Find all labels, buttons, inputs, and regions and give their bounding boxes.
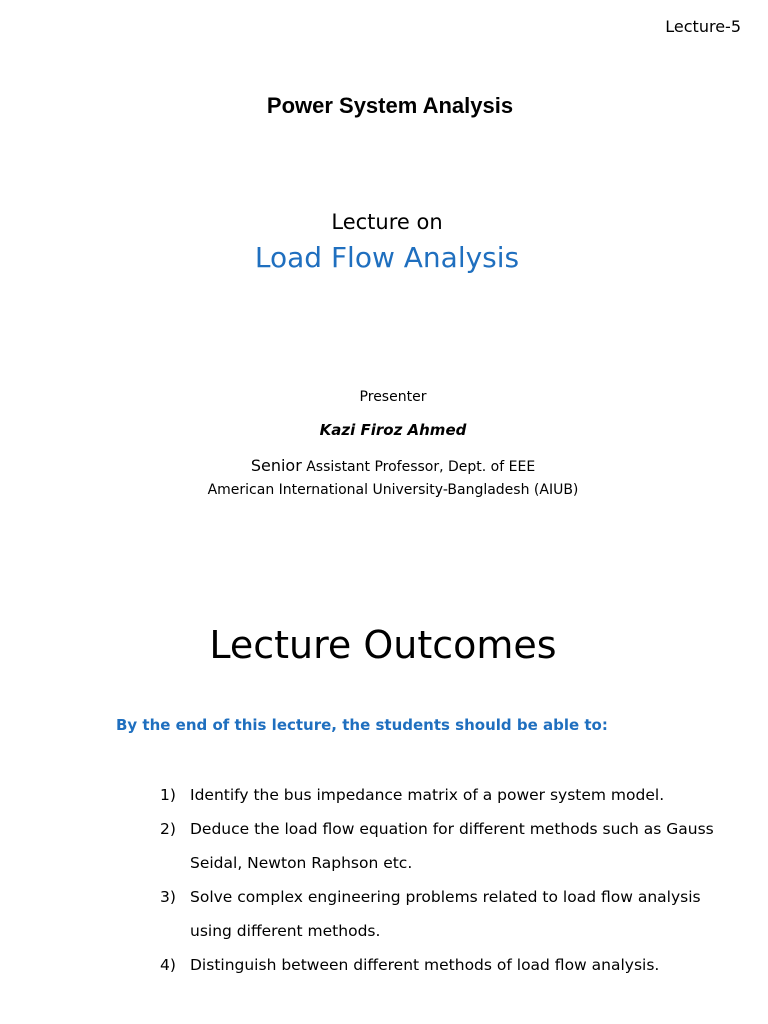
outcome-item — [160, 778, 720, 812]
outcome-text: Identify the bus impedance matrix of a power system model. — [190, 786, 665, 804]
presenter-name: Kazi Firoz Ahmed — [319, 421, 467, 439]
outcome-item — [160, 812, 720, 880]
lecture-number-label: Lecture-5 — [665, 17, 741, 36]
outcome-number: 3) — [160, 888, 176, 906]
topic-title: Load Flow Analysis — [254, 241, 520, 274]
outcome-text: Distinguish between different methods of load flow analysis. — [190, 956, 660, 974]
course-title: Power System Analysis — [266, 93, 514, 118]
lecture-on-label: Lecture on — [331, 210, 443, 234]
outcome-number: 1) — [160, 786, 176, 804]
outcome-text: Solve complex engineering problems related to load flow analysis using different methods. — [190, 888, 701, 940]
presenter-role — [0, 456, 768, 475]
presenter-label: Presenter — [359, 389, 427, 405]
presenter-organization: American International University-Bangladesh (AIUB) — [207, 482, 579, 498]
presenter-role-rest: Assistant Professor, Dept. of EEE — [301, 459, 536, 475]
outcome-text: Deduce the load flow equation for different methods such as Gauss Seidal, Newton Raphson etc. — [190, 820, 714, 872]
outcome-item — [160, 880, 720, 948]
outcome-number: 2) — [160, 820, 176, 838]
outcome-item — [160, 948, 720, 982]
outcomes-intro: By the end of this lecture, the students should be able to: — [116, 716, 608, 734]
outcomes-list — [160, 778, 720, 982]
outcome-number: 4) — [160, 956, 176, 974]
outcomes-heading: Lecture Outcomes — [209, 623, 557, 667]
presenter-role-prefix: Senior — [250, 456, 302, 475]
